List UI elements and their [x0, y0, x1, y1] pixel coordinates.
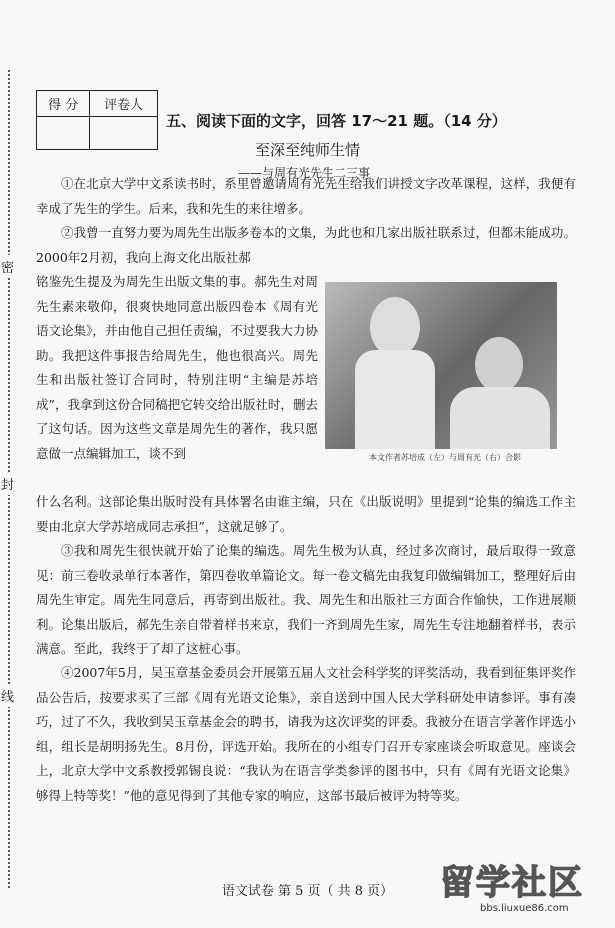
- article-subtitle: ——与周有光先生二三事: [238, 166, 371, 180]
- paragraph-2-wrap: 铭鉴先生提及为周先生出版文集的事。郝先生对周先生素来敬仰，很爽快地同意出版四卷本《周有光语文论集》，并由他自己担任责编，不过要我大力协助。我把这件事报告给周先生，他也很高兴。周先生和出版社签订合同时，特别注明“主编是苏培成”，我拿到这份合同稿把它转交给出版社时，删去了这句话。因为这些文章是周先生的著作，我只愿意做一点编辑加工，谈不到: [36, 274, 318, 461]
- binding-mark-xian: 线: [1, 684, 14, 707]
- section-heading: 五、阅读下面的文字，回答 17～21 题。（14 分）: [166, 112, 507, 130]
- binding-mark-feng: 封: [1, 472, 14, 495]
- grader-label: 评卷人: [90, 91, 158, 117]
- paragraph-2-intro: ②我曾一直努力要为周先生出版多卷本的文集，为此也和几家出版社联系过，但都未能成功。2000年2月初，我向上海文化出版社郝: [36, 225, 576, 265]
- article-title: 至深至纯师生情: [254, 141, 360, 159]
- score-label: 得 分: [37, 91, 90, 117]
- paragraph-4: ④2007年5月，吴玉章基金委员会开展第五届人文社会科学奖的评奖活动，我看到征集评奖作品公告后，按要求买了三部《周有光语文论集》，亲自送到中国人民大学科研处申请参评。事有凑巧，过了不久，我收到吴玉章基金会的聘书，请我为这次评奖的评委。我被分在语言学著作评选小组，组长是胡明扬先生。8月份，评选开始。我所在的小组专门召开专家座谈会听取意见。座谈会上，北京大学中文系教授郭锡良说：“我认为在语言学类参评的图书中，只有《周有光语文论集》够得上特等奖！”他的意见得到了其他专家的响应，这部书最后被评为特等奖。: [36, 665, 576, 803]
- binding-mark-mi: 密: [1, 255, 14, 278]
- page-footer: 语文试卷 第 5 页（ 共 8 页）: [221, 884, 394, 899]
- photo-caption: 本文作者苏培成（左）与周有光（右）合影: [369, 453, 521, 462]
- watermark-url: bbs.liuxue86.com: [480, 903, 569, 914]
- author-photo: [325, 282, 557, 449]
- site-watermark: [440, 855, 600, 915]
- watermark-brand: 留学社区: [440, 863, 584, 903]
- paragraph-1: ①在北京大学中文系读书时，系里曾邀请周有光先生给我们讲授文字改革课程，这样，我便有幸成了先生的学生。后来，我和先生的来往增多。: [36, 176, 576, 216]
- paragraph-2-end: 什么名利。这部论集出版时没有具体署名由谁主编，只在《出版说明》里提到“论集的编选工作主要由北京大学苏培成同志承担”，这就足够了。: [36, 494, 576, 534]
- paragraph-3: ③我和周先生很快就开始了论集的编选。周先生极为认真，经过多次商讨，最后取得一致意见：前三卷收录单行本著作，第四卷收单篇论文。每一卷文稿先由我复印做编辑加工，整理好后由周先生审定。周先生同意后，再寄到出版社。我、周先生和出版社三方面合作愉快，工作进展顺利。论集出版后，郝先生亲自带着样书来京，我们一齐到周先生家，周先生专注地翻着样书，表示满意。至此，我终于了却了这桩心事。: [36, 543, 576, 656]
